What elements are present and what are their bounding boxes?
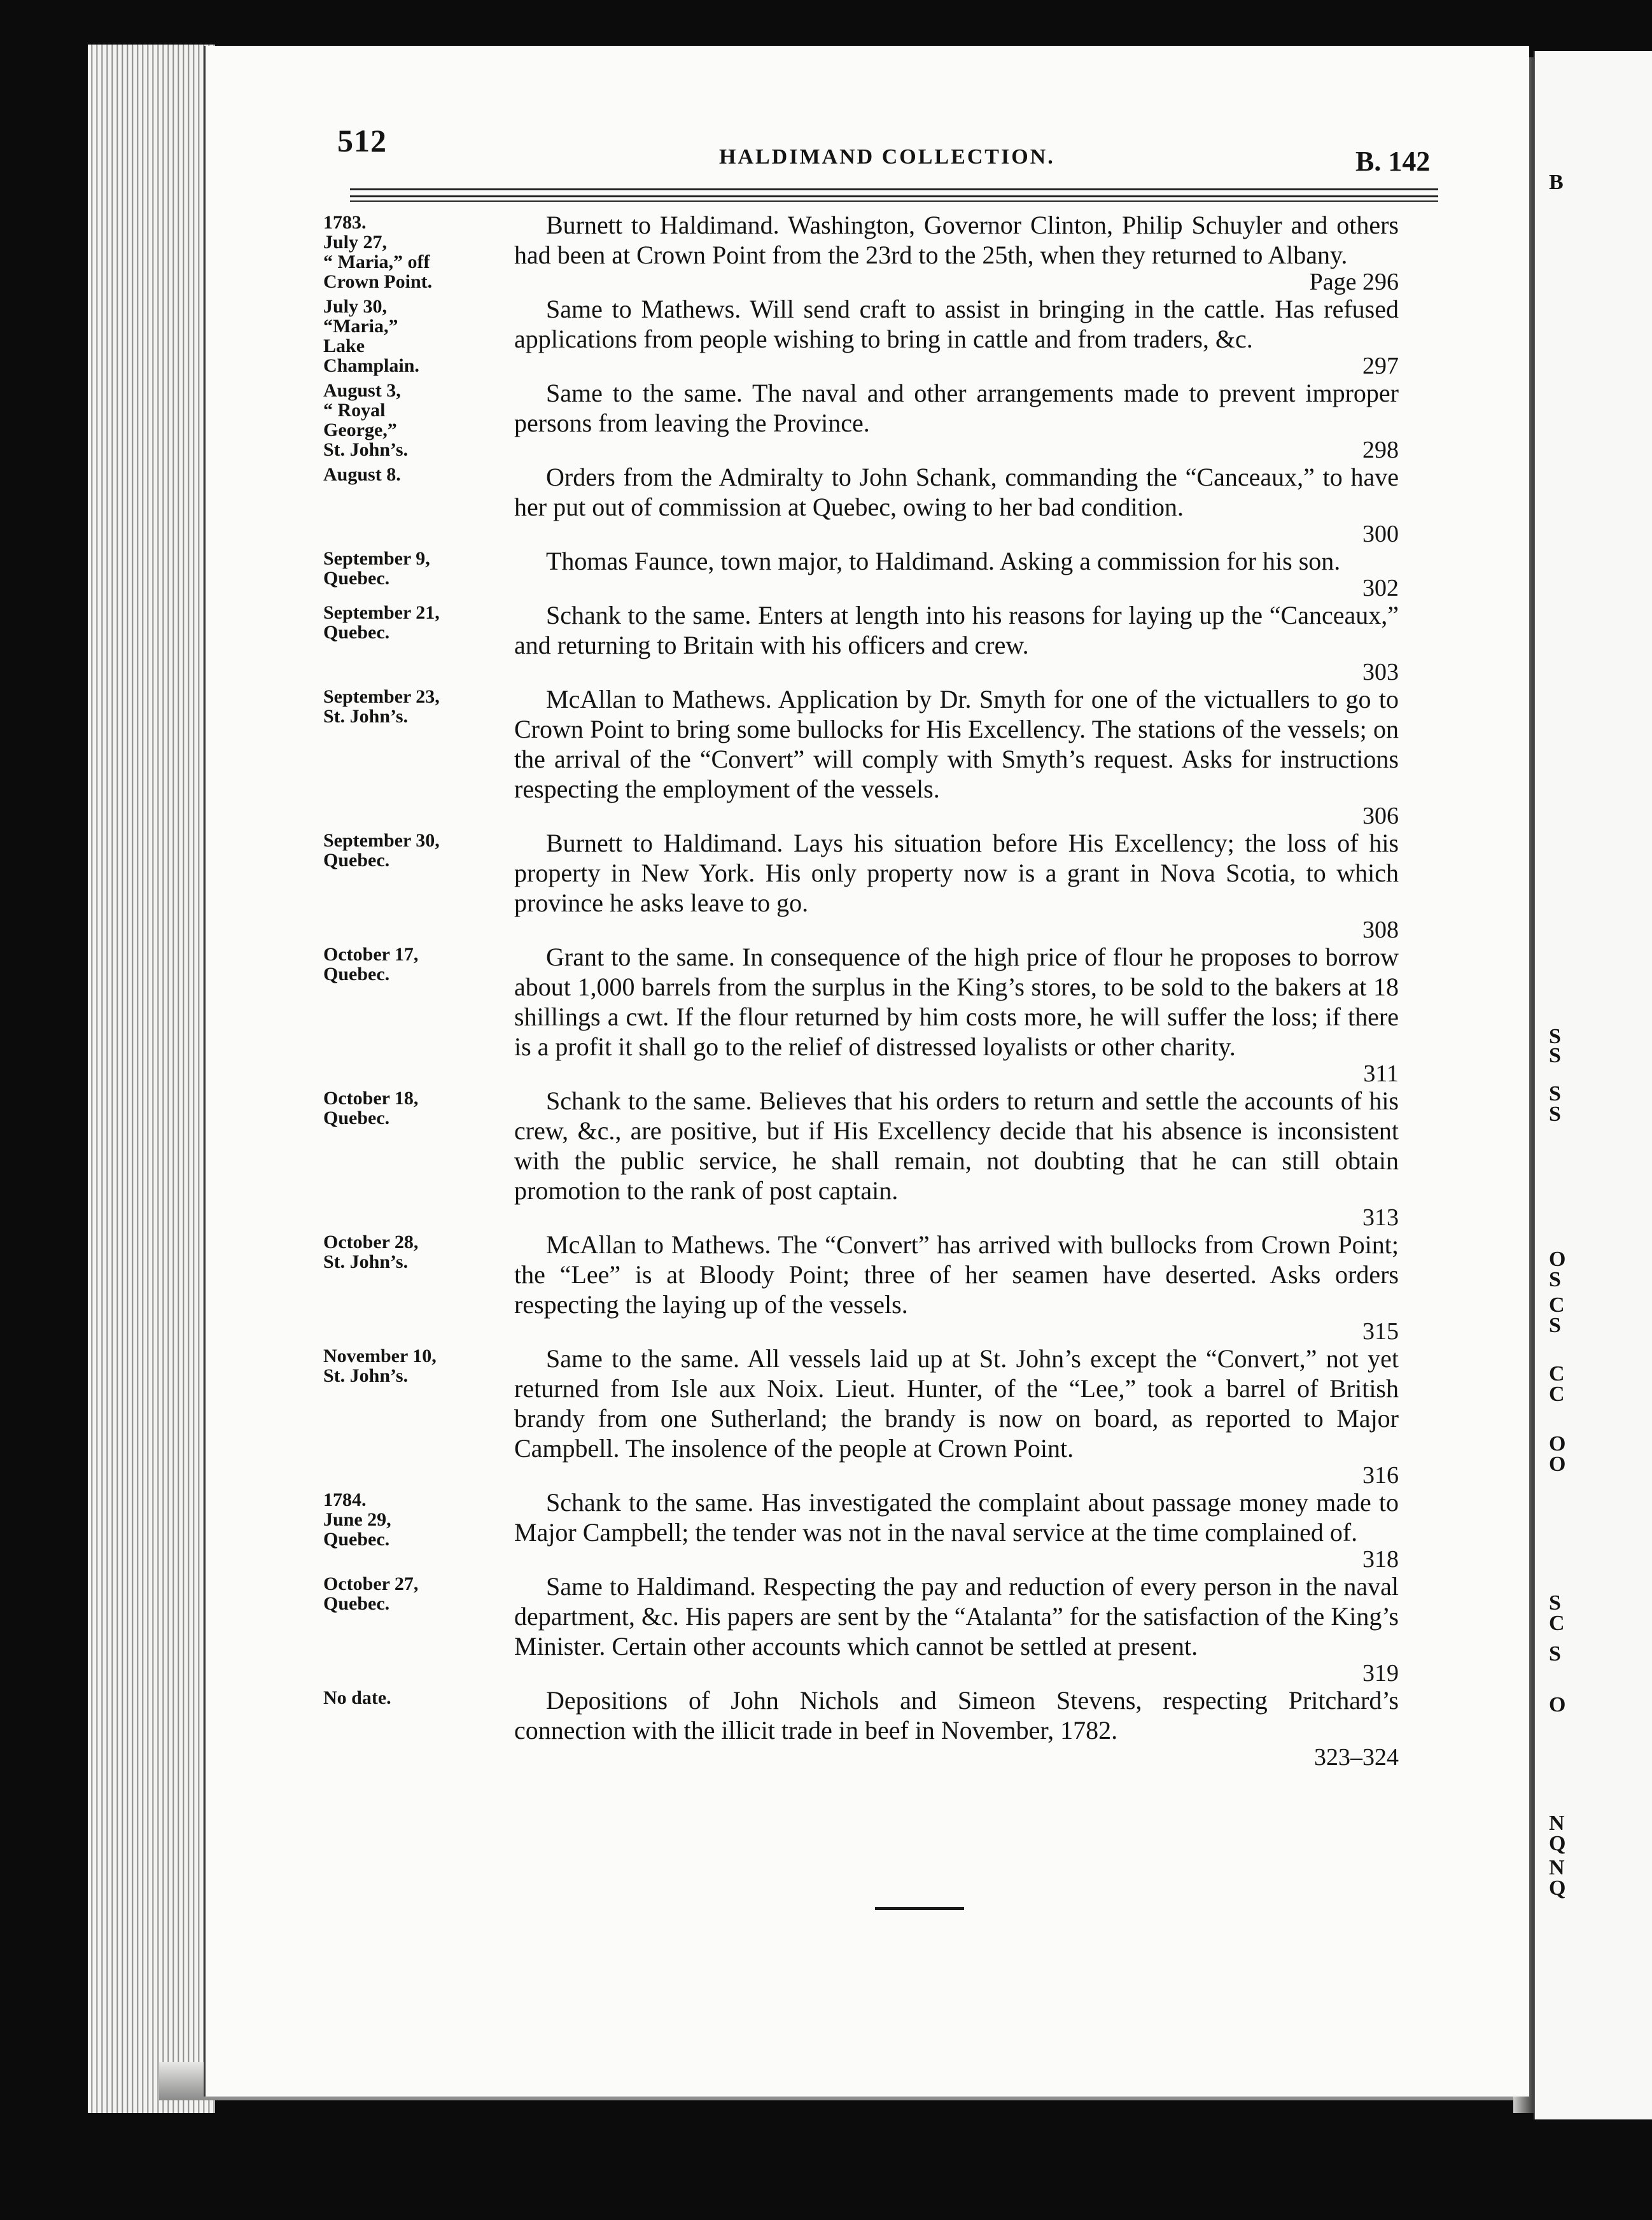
entry-date: October 17, Quebec. (323, 944, 419, 985)
entry-page-ref: 306 (1362, 803, 1399, 829)
entry-summary: Schank to the same. Believes that his orders to return and settle the accounts of his crew, &c., are positive, but if His Excellency decide that his absence is inconsistent with the public service, he shall remain, not doubting that he can still obtain promotion to the rank of post captain. (514, 1086, 1399, 1205)
facing-page-letter: N (1549, 1811, 1565, 1835)
header-rule (350, 188, 1438, 190)
entry-text (514, 294, 1399, 378)
entry-page-ref: 323–324 (1314, 1744, 1399, 1771)
entry-text (514, 1487, 1399, 1571)
calendar-entry (323, 684, 1399, 828)
entry-summary: Burnett to Haldimand. Lays his situation before His Excellency; the loss of his property in New York. His only property now is a grant in Nova Scotia, to which province he asks leave to go. (514, 829, 1399, 917)
facing-page-letter: O (1549, 1247, 1566, 1271)
entry-text (514, 1571, 1399, 1685)
calendar-entry (323, 828, 1399, 942)
entry-text (514, 600, 1399, 684)
entry-text (514, 546, 1399, 600)
facing-page-letter: O (1549, 1432, 1566, 1456)
entry-text (514, 462, 1399, 546)
entry-page-ref: 319 (1362, 1660, 1399, 1687)
entry-text (514, 1344, 1399, 1487)
facing-page-letter: C (1549, 1362, 1565, 1386)
calendar-entry (323, 1086, 1399, 1230)
calendar-entry (323, 1344, 1399, 1487)
facing-page-letter: S (1549, 1314, 1561, 1337)
calendar-entry (323, 1230, 1399, 1344)
entry-date: October 28, St. John’s. (323, 1232, 419, 1272)
entry-date: October 18, Quebec. (323, 1088, 419, 1128)
entry-date: October 27, Quebec. (323, 1573, 419, 1614)
entry-date: August 8. (323, 464, 401, 485)
entry-date: September 30, Quebec. (323, 830, 440, 871)
entry-summary: Same to the same. All vessels laid up at St. John’s except the “Convert,” not yet returned from Isle aux Noix. Lieut. Hunter, of the “Lee,” took a barrel of British brandy from one Sutherland; the brandy is now on board, as reported to Major Campbell. The insolence of the people at Crown Point. (514, 1344, 1399, 1463)
entry-summary: Grant to the same. In consequence of the high price of flour he proposes to borrow about 1,000 barrels from the surplus in the King’s stores, to be sold to the bakers at 18 shillings a cwt. If the flour returned by him costs more, he will suffer the loss; if there is a profit it shall go to the relief of distressed loyalists or other charity. (514, 943, 1399, 1061)
entry-summary: Same to Mathews. Will send craft to assist in bringing in the cattle. Has refused applications from people wishing to bring in cattle and from traders, &c. (514, 295, 1399, 353)
facing-page-letter: N (1549, 1856, 1565, 1879)
facing-page-letter: S (1549, 1642, 1561, 1666)
entry-summary: Thomas Faunce, town major, to Haldimand. Asking a commission for his son. (546, 547, 1341, 575)
calendar-entry (323, 462, 1399, 546)
entry-summary: Schank to the same. Has investigated the complaint about passage money made to Major Campbell; the tender was not in the naval service at the time complained of. (514, 1488, 1399, 1547)
entry-text (514, 378, 1399, 462)
entry-date: September 23, St. John’s. (323, 686, 440, 727)
facing-page-letter: C (1549, 1612, 1565, 1635)
entry-text (514, 210, 1399, 294)
calendar-entry (323, 294, 1399, 378)
entry-date: No date. (323, 1687, 391, 1708)
calendar-entries (323, 210, 1399, 1769)
entry-page-ref: 303 (1362, 659, 1399, 685)
calendar-entry (323, 546, 1399, 600)
facing-page-fragment (1534, 51, 1652, 2119)
calendar-entry (323, 942, 1399, 1086)
entry-date: 1783. July 27, “ Maria,” off Crown Point. (323, 212, 433, 292)
facing-page-letter: C (1549, 1293, 1565, 1317)
entry-date: August 3, “ Royal George,” St. John’s. (323, 380, 409, 460)
running-head: HALDIMAND COLLECTION. (719, 145, 1055, 169)
book-page-edges (88, 45, 215, 2113)
facing-page-letter: S (1549, 1025, 1561, 1048)
facing-page-letter: S (1549, 1044, 1561, 1067)
facing-page-letter: Q (1549, 1876, 1566, 1900)
entry-page-ref: Page 296 (1309, 269, 1399, 295)
facing-page-letter: S (1549, 1591, 1561, 1615)
entry-page-ref: 298 (1362, 437, 1399, 463)
entry-summary: Same to Haldimand. Respecting the pay and reduction of every person in the naval department, &c. His papers are sent by the “Atalanta” for the satisfaction of the King’s Minister. Certain other accounts which cannot be settled at present. (514, 1572, 1399, 1661)
entry-summary: Same to the same. The naval and other arrangements made to prevent improper persons from leaving the Province. (514, 379, 1399, 437)
facing-page-letter: O (1549, 1693, 1566, 1717)
entry-date: September 9, Quebec. (323, 548, 430, 589)
facing-page-letter: S (1549, 1102, 1561, 1126)
calendar-entry (323, 1487, 1399, 1571)
entry-summary: Orders from the Admiralty to John Schank, commanding the “Canceaux,” to have her put out of commission at Quebec, owing to her bad condition. (514, 463, 1399, 521)
facing-page-letter: Q (1549, 1832, 1566, 1855)
entry-page-ref: 318 (1362, 1546, 1399, 1573)
entry-date: July 30, “Maria,” Lake Champlain. (323, 296, 419, 376)
calendar-entry (323, 378, 1399, 462)
entry-summary: Burnett to Haldimand. Washington, Governor Clinton, Philip Schuyler and others had been at Crown Point from the 23rd to the 25th, when they returned to Albany. (514, 211, 1399, 269)
facing-page-letter: S (1549, 1082, 1561, 1106)
entry-page-ref: 315 (1362, 1318, 1399, 1345)
calendar-entry (323, 600, 1399, 684)
entry-page-ref: 313 (1362, 1204, 1399, 1231)
entry-text (514, 1230, 1399, 1344)
entry-date: September 21, Quebec. (323, 602, 440, 643)
end-rule (875, 1907, 964, 1910)
calendar-entry (323, 210, 1399, 294)
entry-summary: McAllan to Mathews. Application by Dr. Smyth for one of the victuallers to go to Crown Point to bring some bullocks for His Excellency. The stations of the vessels; on the arrival of the “Convert” will comply with Smyth’s request. Asks for instructions respecting the employment of the vessels. (514, 685, 1399, 803)
header-rule (350, 200, 1438, 202)
header-rule (350, 195, 1438, 197)
entry-text (514, 828, 1399, 942)
entry-page-ref: 311 (1363, 1060, 1399, 1087)
entry-page-ref: 308 (1362, 917, 1399, 943)
entry-page-ref: 297 (1362, 353, 1399, 379)
entry-text (514, 1685, 1399, 1769)
entry-page-ref: 316 (1362, 1462, 1399, 1489)
volume-reference: B. 142 (1355, 146, 1431, 177)
entry-date: 1784. June 29, Quebec. (323, 1489, 391, 1550)
facing-page-letter: S (1549, 1268, 1561, 1291)
calendar-entry (323, 1685, 1399, 1769)
entry-page-ref: 300 (1362, 521, 1399, 547)
facing-page-letter: O (1549, 1452, 1566, 1476)
calendar-entry (323, 1571, 1399, 1685)
page-number: 512 (337, 123, 387, 158)
entry-summary: Schank to the same. Enters at length into his reasons for laying up the “Canceaux,” and returning to Britain with his officers and crew. (514, 601, 1399, 659)
entry-page-ref: 302 (1362, 575, 1399, 601)
entry-summary: Depositions of John Nichols and Simeon Stevens, respecting Pritchard’s connection with the illicit trade in beef in November, 1782. (514, 1686, 1399, 1745)
facing-page-letter: C (1549, 1382, 1565, 1406)
entry-summary: McAllan to Mathews. The “Convert” has arrived with bullocks from Crown Point; the “Lee” is at Bloody Point; three of her seamen have deserted. Asks orders respecting the laying up of the vessels. (514, 1230, 1399, 1319)
entry-text (514, 942, 1399, 1086)
entry-text (514, 1086, 1399, 1230)
facing-page-letter: B (1549, 171, 1564, 194)
entry-date: November 10, St. John’s. (323, 1345, 437, 1386)
entry-text (514, 684, 1399, 828)
